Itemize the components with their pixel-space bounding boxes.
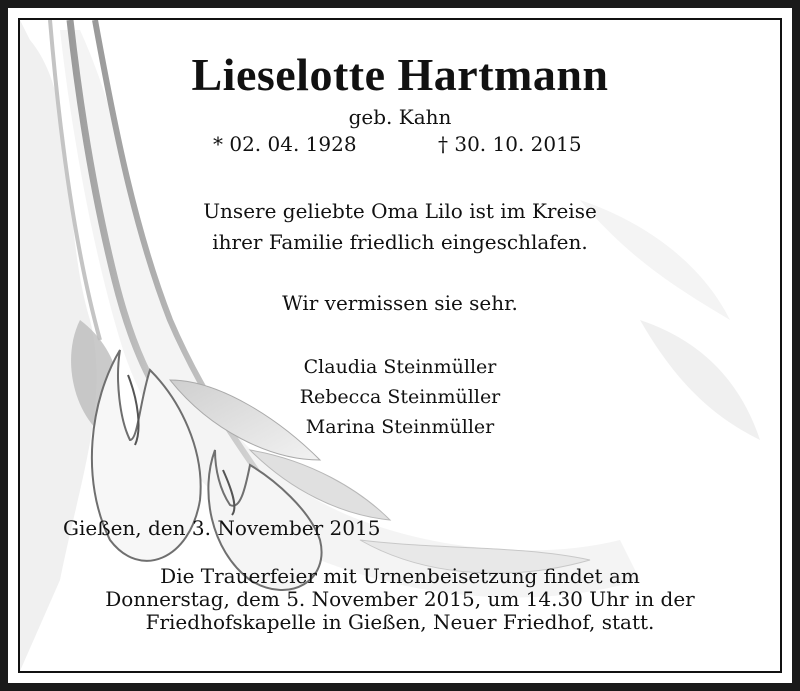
message-line: Unsere geliebte Oma Lilo ist im Kreise (203, 199, 597, 223)
birth-date: * 02. 04. 1928 (213, 132, 357, 156)
deceased-name: Lieselotte Hartmann (191, 49, 609, 100)
service-line: Die Trauerfeier mit Urnenbeisetzung findet am (160, 564, 640, 588)
death-date: † 30. 10. 2015 (438, 132, 582, 156)
place-and-date: Gießen, den 3. November 2015 (63, 516, 381, 540)
service-line: Friedhofskapelle in Gießen, Neuer Friedhof, statt. (145, 610, 655, 634)
mourner-name: Claudia Steinmüller (303, 356, 497, 378)
message-line: ihrer Familie friedlich eingeschlafen. (212, 230, 588, 254)
miss-line: Wir vermissen sie sehr. (282, 291, 518, 315)
service-notice (8, 565, 792, 634)
obituary-card (8, 8, 792, 683)
mourner-name: Rebecca Steinmüller (299, 386, 501, 408)
service-line: Donnerstag, dem 5. November 2015, um 14.30 Uhr in der (105, 587, 695, 611)
message-block (8, 196, 792, 258)
mourners-list (8, 352, 792, 442)
mourner-name: Marina Steinmüller (305, 416, 495, 438)
birth-name: geb. Kahn (348, 105, 452, 129)
